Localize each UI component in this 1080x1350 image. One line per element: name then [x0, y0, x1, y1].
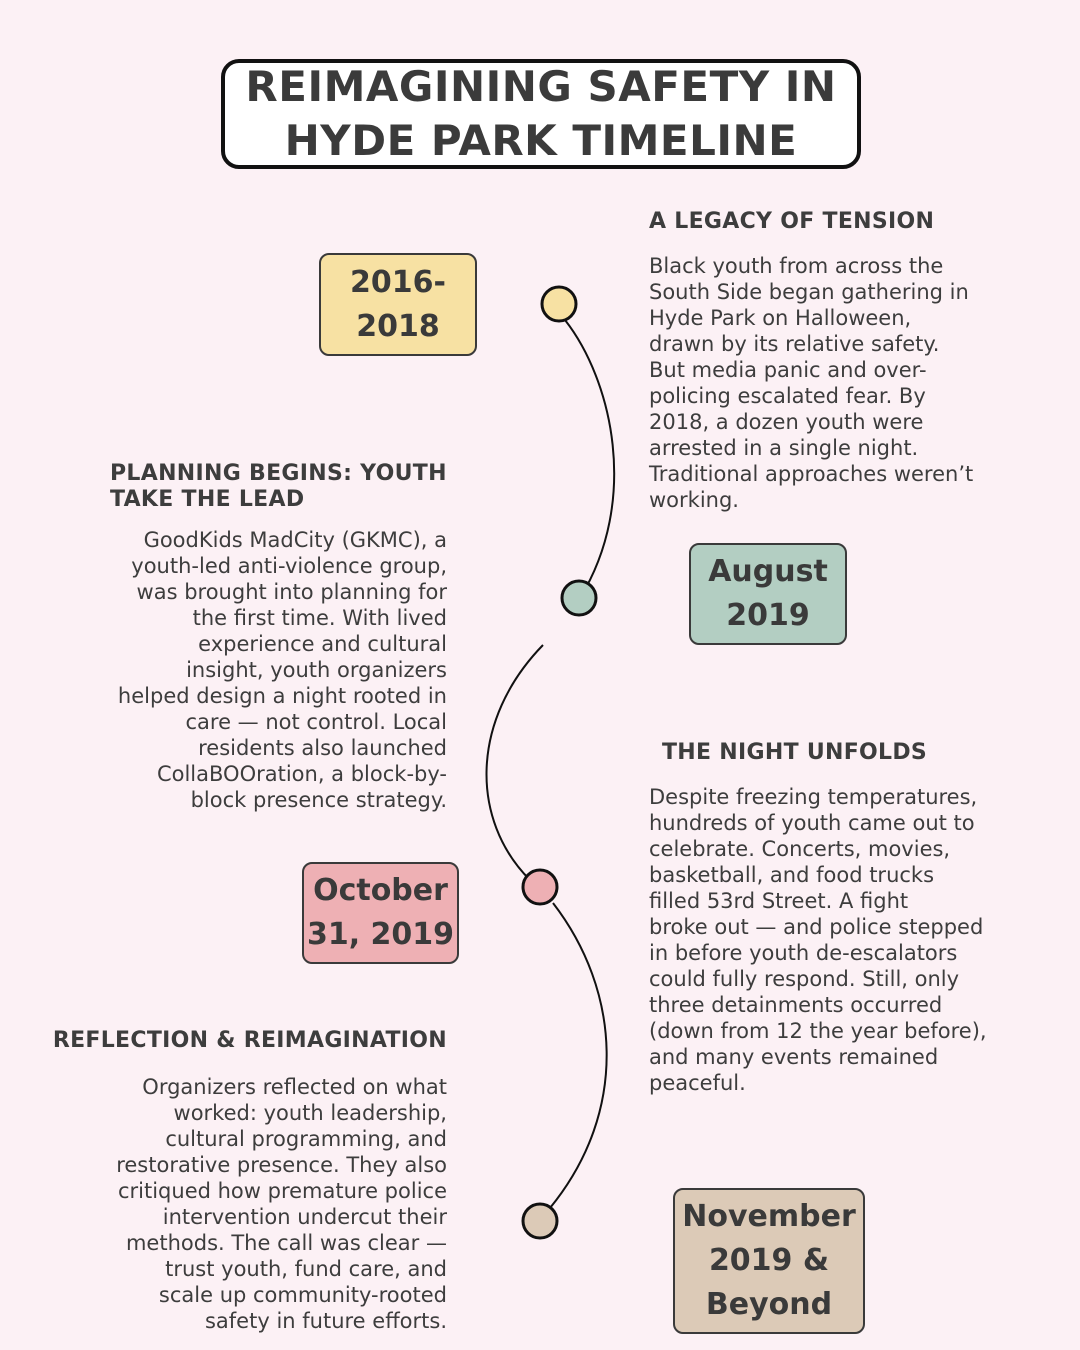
timeline-curve-1 [565, 320, 614, 598]
section-heading-planning: PLANNING BEGINS: YOUTH TAKE THE LEAD [110, 461, 447, 512]
timeline-curve-2 [487, 645, 543, 880]
timeline-node-1 [542, 287, 576, 321]
section-heading-legacy: A LEGACY OF TENSION [649, 209, 935, 234]
timeline-node-2 [562, 581, 596, 615]
date-box-october-31-2019: October 31, 2019 [302, 862, 459, 964]
page-title-line-2: HYDE PARK TIMELINE [284, 116, 798, 165]
date-box-august-2019: August 2019 [689, 543, 847, 645]
date-box-2016-2018: 2016- 2018 [319, 253, 477, 356]
section-body-night: Despite freezing temperatures, hundreds of youth came out to celebrate. Concerts, movies, basketball, and food trucks filled 53rd Street. A fight broke out — and police stepped in before youth de-escalators could fully respond. Still, only three detainments occurred (down from 12 the year before), and many events remained peaceful. [649, 785, 987, 1095]
timeline-node-4 [523, 1204, 557, 1238]
section-body-reflection: Organizers reflected on what worked: youth leadership, cultural programming, and restorative presence. They also critiqued how premature police intervention undercut their methods. The call was clear — trust youth, fund care, and scale up community-rooted safety in future efforts. [116, 1075, 447, 1333]
page-title-line-1: REIMAGINING SAFETY IN [245, 62, 837, 111]
section-body-planning: GoodKids MadCity (GKMC), a youth-led anti-violence group, was brought into planning for the first time. With lived experience and cultural insight, youth organizers helped design a night rooted in care — not control. Local residents also launched CollaBOOration, a block-by- block presence strategy. [117, 528, 447, 812]
section-heading-night: THE NIGHT UNFOLDS [662, 740, 928, 765]
timeline-curve-3 [550, 903, 607, 1208]
date-box-november-2019-beyond: November 2019 & Beyond [673, 1188, 865, 1334]
timeline-node-3 [523, 870, 557, 904]
section-body-legacy: Black youth from across the South Side began gathering in Hyde Park on Halloween, drawn by its relative safety. But media panic and over- policing escalated fear. By 2018, a dozen youth were arrested in a single night. Traditional approaches weren’t working. [649, 254, 974, 512]
section-heading-reflection: REFLECTION & REIMAGINATION [52, 1028, 447, 1053]
